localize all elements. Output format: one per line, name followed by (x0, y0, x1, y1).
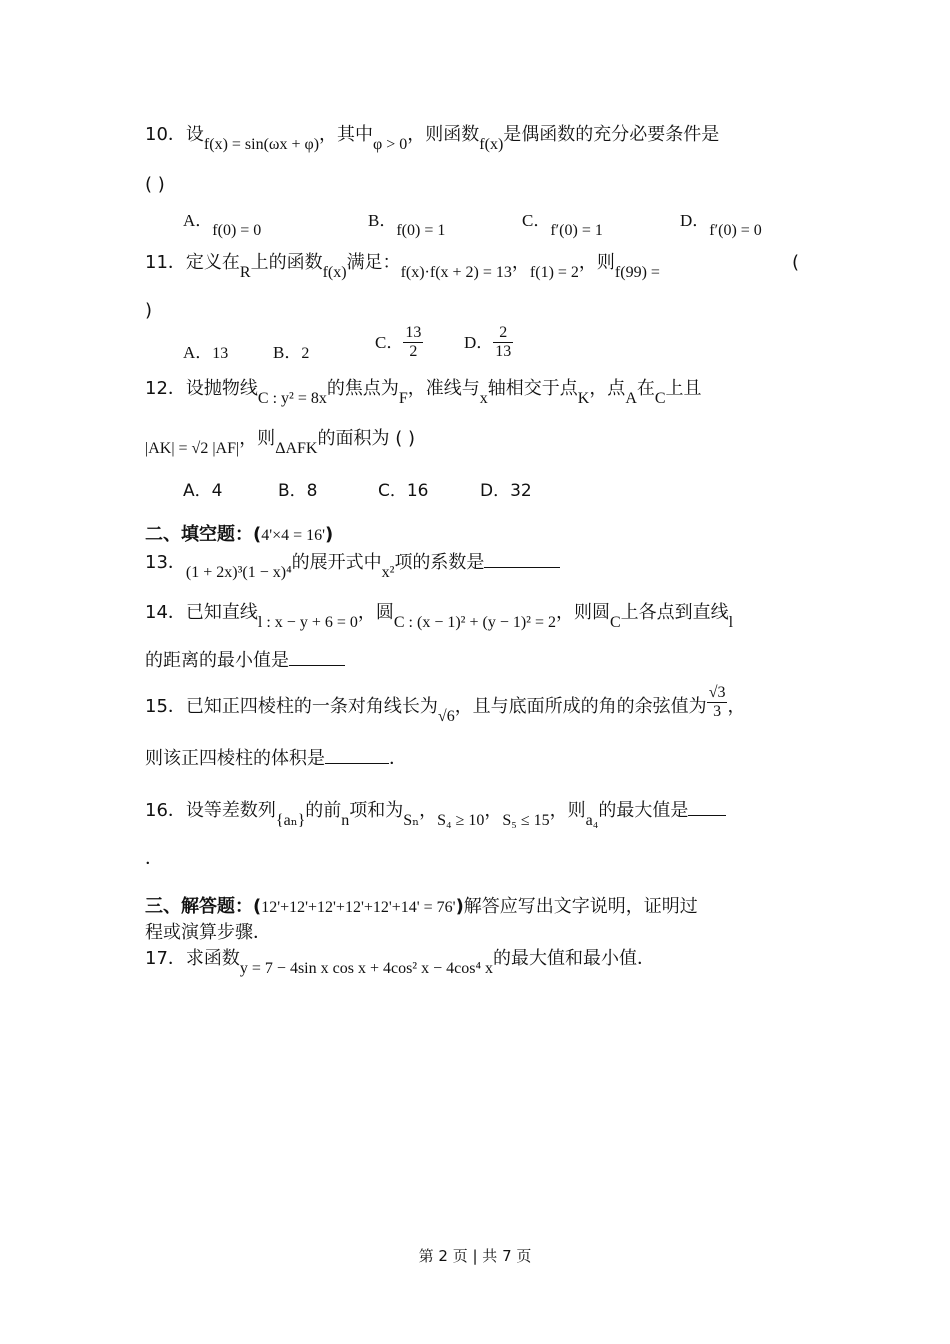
q14-circle: C : (x − 1)² + (y − 1)² = 2 (393, 614, 556, 631)
q16-n: n (341, 812, 350, 829)
q11-domain: R (239, 264, 251, 281)
q11-stem (145, 252, 805, 281)
q16-number: 16．设等差数列 (145, 800, 276, 821)
q13-text-2: 项的系数是 (394, 552, 485, 573)
q10-option-b (368, 206, 446, 239)
q15-text-2: ， (727, 695, 746, 717)
q12-parabola: C : y² = 8x (257, 390, 327, 407)
section-2-score: 4'×4 = 16' (261, 527, 326, 544)
q10-text-2: ，则函数 (407, 124, 480, 145)
q16-answer-blank[interactable] (688, 815, 726, 816)
q10-option-b-label: B． (368, 211, 397, 230)
section-2-title: 二、填空题： (145, 524, 253, 545)
q16-end: ． (145, 848, 163, 869)
q10-option-c-expr: f′(0) = 1 (550, 222, 603, 239)
q16-stem (145, 800, 726, 829)
section-3-paren-close: ) (455, 896, 464, 917)
q11-option-c (375, 324, 423, 362)
page-footer: 第 2 页 | 共 7 页 (418, 1247, 532, 1265)
q15-end: ． (389, 748, 407, 769)
q15-length: √6 (437, 707, 455, 725)
q11-text-3: ，则 (578, 252, 615, 273)
q15-text-1: ，且与底面所成的角的余弦值为 (454, 695, 707, 717)
q13-number: 13． (145, 552, 186, 573)
q10-function: f(x) = sin(ωx + φ) (203, 136, 320, 153)
q14-stem-line2 (145, 650, 345, 672)
q16-sum: Sₙ (403, 812, 420, 829)
q13-term: x² (381, 564, 395, 581)
q12-triangle: ΔAFK (275, 440, 318, 457)
q14-text-1: ，圆 (357, 602, 394, 623)
q11-option-d-label: D． (464, 332, 494, 352)
q14-number: 14．已知直线 (145, 602, 258, 623)
q10-text-1: ，其中 (319, 124, 374, 145)
q10-option-d-expr: f′(0) = 0 (709, 222, 762, 239)
q12-stem (145, 378, 702, 407)
section-3-instruction-2: 程或演算步骤． (145, 922, 271, 943)
q17-stem (145, 948, 656, 977)
q11-option-d-denominator: 13 (495, 343, 512, 361)
q11-option-c-numerator: 13 (403, 324, 423, 343)
q11-paren-close: ) (145, 300, 153, 321)
q11-paren-open: ( (792, 252, 800, 273)
q12-text-2: ，准线与 (407, 378, 480, 399)
q13-text-1: 的展开式中 (291, 552, 382, 573)
q16-a4: a₄ (585, 812, 599, 829)
q12-option-d: D．32 (480, 481, 532, 501)
q10-stem (145, 124, 720, 153)
q16-sequence: {aₙ} (275, 812, 306, 829)
q11-option-a-label: A． (183, 343, 213, 362)
q12-point-k: K (577, 390, 590, 407)
q10-number: 10．设 (145, 124, 204, 145)
q11-option-b-label: B． (273, 343, 302, 362)
q11-option-c-denominator: 2 (409, 343, 418, 361)
q15-stem (145, 684, 746, 726)
q10-option-b-expr: f(0) = 1 (396, 222, 446, 239)
q12-option-b: B．8 (278, 481, 318, 501)
q13-stem (145, 552, 560, 581)
q16-text-2: 项和为 (349, 800, 404, 821)
q12-option-a: A．4 (183, 481, 223, 501)
section-3-instruction-1: 解答应写出文字说明，证明过 (463, 896, 698, 917)
q13-answer-blank[interactable] (484, 567, 560, 568)
q12-text-6: 上且 (665, 378, 702, 399)
q10-option-a (183, 206, 262, 239)
q14-circle-c: C (610, 614, 621, 631)
q17-text-1: 的最大值和最小值． (493, 948, 656, 969)
q10-option-c-label: C． (522, 211, 551, 230)
q11-option-b (273, 338, 309, 363)
q14-text-3: 上各点到直线 (620, 602, 729, 623)
q11-option-a-expr: 13 (212, 345, 229, 362)
q15-number: 15．已知正四棱柱的一条对角线长为 (145, 695, 438, 717)
q14-answer-blank[interactable] (289, 665, 345, 666)
q16-comma-2: ， (484, 800, 503, 821)
q11-comma: ， (511, 252, 530, 273)
q16-text-1: 的前 (305, 800, 342, 821)
q10-option-d-label: D． (680, 211, 710, 230)
q10-fx: f(x) (479, 136, 504, 153)
q15-stem-line2 (145, 748, 407, 770)
q12-text-4: ，点 (589, 378, 626, 399)
section-2-paren-open: ( (253, 524, 262, 545)
q10-option-a-expr: f(0) = 0 (212, 222, 262, 239)
q15-cosine-numerator: √3 (707, 684, 728, 703)
q12-condition: |AK| = √2 |AF| (145, 440, 240, 457)
q10-option-a-label: A． (183, 211, 213, 230)
q17-function: y = 7 − 4sin x cos x + 4cos² x − 4cos⁴ x (239, 960, 494, 977)
q10-text-3: 是偶函数的充分必要条件是 (503, 124, 720, 145)
q14-stem (145, 602, 734, 631)
q11-condition-1: f(x)·f(x + 2) = 13 (400, 264, 512, 281)
q12-text-5: 在 (636, 378, 655, 399)
q12-text-3: 轴相交于点 (487, 378, 578, 399)
section-3-paren-open: ( (253, 896, 262, 917)
q15-text-3: 则该正四棱柱的体积是 (145, 748, 325, 769)
q11-option-c-fraction (403, 324, 423, 362)
section-3-title: 三、解答题： (145, 896, 253, 917)
q16-text-3: ，则 (549, 800, 586, 821)
q16-text-4: 的最大值是 (598, 800, 689, 821)
section-3-heading (145, 896, 698, 918)
section-3-score: 12'+12'+12'+12'+12'+14' = 76' (261, 899, 456, 916)
q17-number: 17．求函数 (145, 948, 240, 969)
q11-number: 11．定义在 (145, 252, 240, 273)
q11-question: f(99) = (614, 264, 660, 281)
q11-option-a (183, 338, 228, 363)
q15-cosine-denominator: 3 (713, 703, 722, 721)
q12-text-8: 的面积为 ( ) (317, 428, 415, 449)
q11-fx: f(x) (322, 264, 347, 281)
q12-curve-c: C (654, 390, 666, 407)
section-2-paren-close: ) (325, 524, 334, 545)
q12-option-c: C．16 (378, 481, 429, 501)
q14-line-l: l (728, 614, 734, 631)
q12-number: 12．设抛物线 (145, 378, 258, 399)
q10-option-d (680, 206, 762, 239)
q12-x-axis: x (479, 390, 488, 407)
q13-expression: (1 + 2x)³(1 − x)⁴ (185, 564, 292, 581)
q10-condition: φ > 0 (373, 136, 408, 153)
q12-point-a: A (625, 390, 637, 407)
section-2-heading (145, 524, 333, 546)
q12-text-7: ，则 (239, 428, 276, 449)
q15-cosine-fraction (707, 684, 728, 722)
q11-text-2: 满足： (346, 252, 401, 273)
q11-text-1: 上的函数 (250, 252, 323, 273)
q10-answer-paren: ( ) (145, 174, 165, 195)
q12-stem-line2 (145, 428, 415, 457)
q12-text-1: 的焦点为 (326, 378, 399, 399)
q11-option-d (464, 324, 513, 362)
q14-line: l : x − y + 6 = 0 (257, 614, 358, 631)
q12-focus: F (398, 390, 408, 407)
q15-answer-blank[interactable] (325, 763, 389, 764)
q11-option-d-numerator: 2 (493, 324, 513, 343)
q11-option-b-expr: 2 (301, 345, 310, 362)
q16-s5-condition: S₅ ≤ 15 (502, 812, 550, 829)
q11-option-c-label: C． (375, 332, 404, 352)
q16-s4-condition: S₄ ≥ 10 (437, 812, 485, 829)
q14-text-2: ，则圆 (556, 602, 610, 623)
q16-comma-1: ， (419, 800, 438, 821)
q14-text-4: 的距离的最小值是 (145, 650, 289, 671)
q11-option-d-fraction (493, 324, 513, 362)
q11-condition-2: f(1) = 2 (529, 264, 579, 281)
q10-option-c (522, 206, 603, 239)
